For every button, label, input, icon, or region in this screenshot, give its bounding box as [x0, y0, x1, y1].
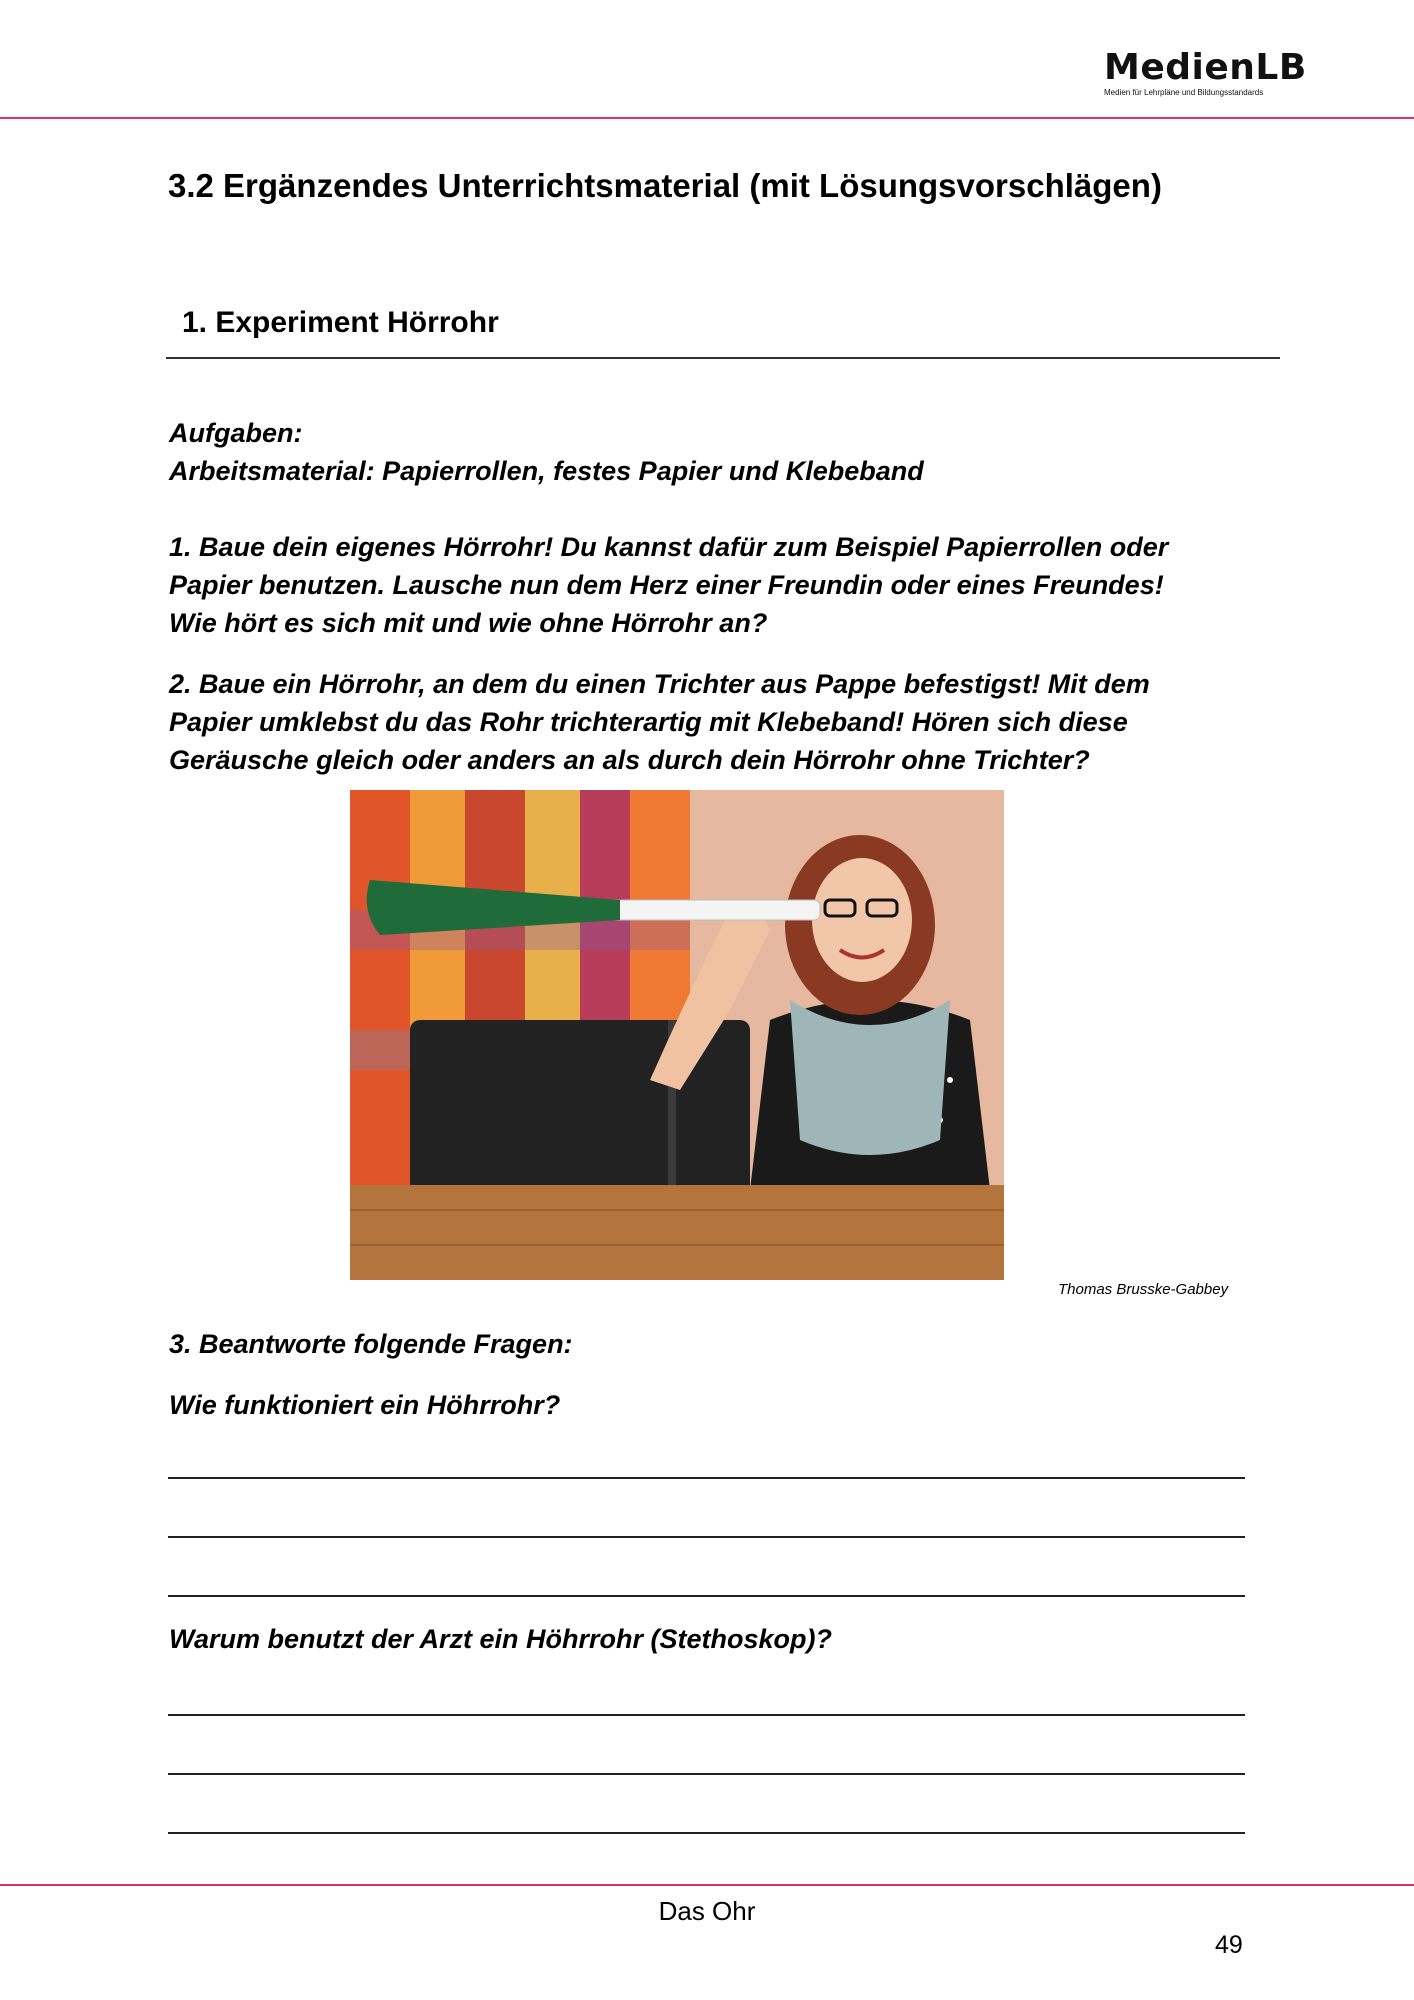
tasks-label: Aufgaben:	[169, 418, 303, 448]
logo-text: MedienLB	[1104, 47, 1307, 88]
experiment-divider	[166, 357, 1280, 359]
footer-divider	[0, 1884, 1414, 1886]
answer-line[interactable]	[168, 1832, 1245, 1834]
experiment-heading: 1. Experiment Hörrohr	[182, 306, 499, 339]
section-heading: 3.2 Ergänzendes Unterrichtsmaterial (mit Lösungsvorschlägen)	[168, 167, 1162, 204]
answer-line[interactable]	[168, 1595, 1245, 1597]
task1-line2: Papier benutzen. Lausche nun dem Herz einer Freundin oder eines Freundes!	[169, 570, 1164, 600]
answer-line[interactable]	[168, 1477, 1245, 1479]
logo-subtitle: Medien für Lehrpläne und Bildungsstandards	[1104, 88, 1264, 97]
task2-line2: Papier umklebst du das Rohr trichterartig mit Klebeband! Hören sich diese	[169, 707, 1128, 737]
page-number: 49	[1215, 1931, 1243, 1959]
answer-line[interactable]	[168, 1773, 1245, 1775]
experiment-photo	[350, 790, 1004, 1280]
question-2: Warum benutzt der Arzt ein Höhrrohr (Stethoskop)?	[169, 1624, 833, 1654]
task1-line1: 1. Baue dein eigenes Hörrohr! Du kannst dafür zum Beispiel Papierrollen oder	[169, 532, 1169, 562]
task2-line3: Geräusche gleich oder anders an als durch dein Hörrohr ohne Trichter?	[169, 745, 1090, 775]
photo-credit: Thomas Brusske-Gabbey	[1058, 1281, 1229, 1298]
answer-line[interactable]	[168, 1536, 1245, 1538]
header-divider	[0, 117, 1414, 119]
material-line: Arbeitsmaterial: Papierrollen, festes Papier und Klebeband	[169, 456, 924, 486]
questions-heading: 3. Beantworte folgende Fragen:	[169, 1329, 573, 1359]
answer-line[interactable]	[168, 1714, 1245, 1716]
footer-title: Das Ohr	[658, 1896, 756, 1926]
task1-line3: Wie hört es sich mit und wie ohne Hörrohr an?	[169, 608, 768, 638]
question-1: Wie funktioniert ein Höhrrohr?	[169, 1390, 561, 1420]
task2-line1: 2. Baue ein Hörrohr, an dem du einen Trichter aus Pappe befestigst! Mit dem	[169, 669, 1150, 699]
medienlb-logo	[1104, 47, 1307, 98]
